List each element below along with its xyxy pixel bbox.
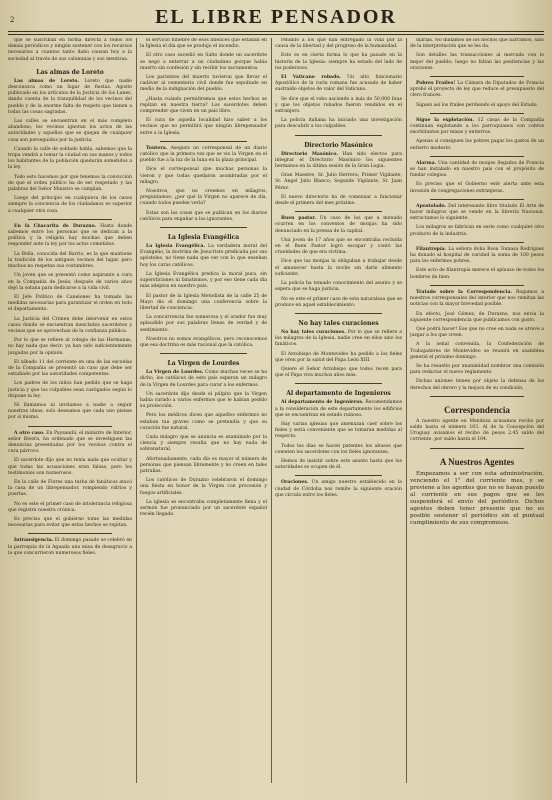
article-paragraph <box>140 500 267 519</box>
article-paragraph <box>275 173 402 192</box>
article-text: que se suscriban en forma directa a todos los demás periódicos y ningún sostener con los recursos necesarios a cuantos tanto daño causan hoy a la sociedad al través de sus calumnias y sus mentiras. <box>8 38 132 62</box>
article-text: Se ha resuelto por unanimidad nombrar una comisión para redactar el nuevo reglamento. <box>410 363 544 376</box>
article-text: Las calles se encuentran en el más completo abandono, los vecinos ignoran los actos de las autoridades y aquellos que se quejan de cualquier cosa son perseguidos por la justicia. <box>8 119 132 143</box>
article-text: Un caso de los que a menudo ocurren en los conventos de monjas ha sido denunciado en la prensa de la capital. <box>275 216 402 234</box>
divider <box>430 396 524 397</box>
article-paragraph <box>140 167 267 186</box>
article-text: Del interesante libro titulado El Arte de hacer milagros que se vende en la librería Nacional, extractamos lo siguiente. <box>410 203 544 222</box>
article-text: Los parientes del muerto tuvieron que llevar el cadáver al cementerio civil donde fue sepultado en medio de la indignación del pueblo. <box>140 75 267 93</box>
article-text: 12 casas de la Compañía continúan explotando a los parroquianos con cobros exorbitantes por misas y entierros. <box>410 117 544 136</box>
article-text: En la calle de Flores una turba de fanáticos atacó la casa de un librepensador, rompiendo vidrios y puertas. <box>8 479 132 498</box>
article-paragraph <box>140 211 267 223</box>
article-paragraph <box>140 97 267 116</box>
divider <box>295 383 382 384</box>
article-text: Apenas si consiguen los pobres pagar los gastos de un entierro modesto. <box>410 139 544 151</box>
divider <box>430 242 524 243</box>
article-text: Nosotros no somos evangélicos, pero reconocemos que esa doctrina es más racional que la católica. <box>140 336 267 348</box>
article-text: La concurrencia fue numerosa y el orador fue muy aplaudido por sus palabras llenas de verdad y de sentimiento. <box>140 315 267 333</box>
article-paragraph <box>8 119 132 144</box>
article-text: Dice que las monjas la obligaban a trabajar desde el amanecer hasta la noche sin darle alimento suficiente. <box>275 259 402 277</box>
article-text: La Iglesia Evangélica predica la moral pura, sin supersticiones ni fanatismos, y por eso tiene cada día más adeptos en nuestro país. <box>140 271 267 290</box>
newspaper-title: EL LIBRE PENSADOR <box>155 6 397 28</box>
article-paragraph <box>410 182 544 194</box>
article-text: Estas son las cosas que se publican en los diarios católicos para engañar a los ignorantes. <box>140 210 267 222</box>
article-lead: La Iglesia Evangélica. <box>146 244 206 250</box>
divider <box>295 313 382 314</box>
article-paragraph <box>410 290 544 309</box>
article-paragraph <box>8 317 132 336</box>
article-paragraph <box>8 502 132 514</box>
article-paragraph <box>410 139 544 151</box>
article-text: Como muchas veces se ha dicho, los católicos de este país esperan un milagro de la Virgen de Lourdes para curar a los enfermos. <box>140 370 267 388</box>
article-text: La Bella, conocida del Barrio, es la que mantiene la tradición de los antiguos vecinos del lugar, pero muchos no respetan sus costumbres. <box>8 251 132 270</box>
article-text: El domingo pasado se celebró en la parroquia de la Aguada una misa de desagravio a la que concurrieron numerosos fieles. <box>8 538 132 556</box>
article-lead: Sigue la explotación. <box>416 117 475 123</box>
article-paragraph <box>8 480 132 499</box>
article-paragraph <box>140 294 267 313</box>
article-text: El nuevo directorio ha de comenzar a funcionar desde el primero del mes próximo. <box>275 194 402 207</box>
article-paragraph <box>8 458 132 477</box>
article-text: Los padres de los niños han pedido que se haga justicia y que los culpables sean castigados según lo dispone la ley. <box>8 381 132 399</box>
article-text: Quiere el Señor Arzobispo que todos recen para que el Papa viva muchos años más. <box>275 366 402 379</box>
article-paragraph <box>410 161 544 180</box>
article-text: Hemos de insistir sobre este asunto hasta que las autoridades se ocupen de él. <box>275 458 402 471</box>
column-divider <box>271 38 272 783</box>
article-text: Luego del principio en cualquiera de los casos siempre la conciencia de los ciudadanos es superior a cualquier otra cosa. <box>8 196 132 214</box>
divider <box>430 113 524 114</box>
column-divider <box>136 38 137 783</box>
article-text: Cuando la calle de soldado habla, sabemos que la tropa vendrá a tomar la ciudad en sus manos y todos los habitantes de la población quedarán sometidos a la ley. <box>8 146 132 171</box>
article-paragraph <box>8 273 132 292</box>
article-paragraph <box>410 268 544 280</box>
article-lead: El Vaticano robado. <box>281 75 341 81</box>
article-paragraph <box>8 224 132 249</box>
article-text: Una cantidad de monjes llegados de Francia se han instalado en nuestro país con el propósito de fundar colegios. <box>410 160 544 179</box>
article-text: Este acto de filantropía merece el aplauso de todos los hombres de bien. <box>410 268 544 280</box>
article-lead: Directorio Masónico. <box>281 151 339 157</box>
article-paragraph <box>275 238 402 257</box>
article-text: En Paysandú, el ministro de Interior, señor Rivera, ha ordenado que se investiguen las denuncias presentadas por los vecinos contra el cura párroco. <box>8 430 132 455</box>
article-text: El pastor de la Iglesia Metodista de la calle 25 de Mayo dio el domingo una conferencia sobre la libertad de conciencia. <box>140 293 267 311</box>
article-paragraph <box>410 379 544 391</box>
article-paragraph <box>410 364 544 376</box>
article-heading: Directorio Masónico <box>304 141 373 149</box>
article-lead: En la Chacarita de Durazno. <box>14 223 97 229</box>
article-text: Hay varias iglesias que amenazan caer sobre los fieles y sería conveniente que se tomaran medidas al respecto. <box>275 421 402 440</box>
article-text: Qué podrá hacer! Ese que no cree en nada se atreve a juzgar a los que creen. <box>410 326 544 339</box>
article-text: Dichas uniones tienen por objeto la defensa de los derechos del obrero y la mejora de su condición. <box>410 379 544 391</box>
article-paragraph <box>8 295 132 314</box>
column-4 <box>410 38 544 788</box>
article-paragraph <box>410 247 544 266</box>
article-paragraph <box>8 538 132 557</box>
article-text: Rogamos a nuestros corresponsales del interior que nos remitan las noticias con la mayor brevedad posible. <box>410 289 544 308</box>
article-paragraph <box>8 196 132 215</box>
article-paragraph <box>140 435 267 454</box>
article-paragraph <box>275 281 402 293</box>
article-paragraph <box>8 79 132 116</box>
article-paragraph <box>140 315 267 334</box>
article-text: A la señal convenida, la Confederación de Trabajadores de Montevideo se reunirá en asamblea general el próximo domingo. <box>410 342 544 360</box>
article-text: Loreto que nadie desconozca como un lugar de fiestas. Agosto publicado en los artículos de la Justicia de los Lunes, dando cuenta de la tranquilidad de los vecinos del pueblo y de la enorme falta de respeto que tienen a todas las cosas sagradas. <box>8 78 132 115</box>
article-text: Han sido electos para integrar el Directorio Masónico los siguientes hermanos en la última sesión de la Gran Logia. <box>275 151 402 170</box>
article-paragraph <box>140 337 267 349</box>
article-paragraph <box>140 370 267 389</box>
article-text: La iglesia se encontraba completamente llena y el sermón fue pronunciado por un sacerdote español recién llegado. <box>140 499 267 518</box>
article-text: Son detalles las transacciones al mercado con lo mejor del pueblo; luego no faltan las penitencias y las oraciones. <box>410 53 544 71</box>
column-2 <box>140 38 267 788</box>
article-text: Afortunadamente, cada día es mayor el número de personas que piensan libremente y no creen en tales patrañas. <box>140 456 267 474</box>
article-text: Por lo que se refiere a los milagros de la Iglesia, nadie cree en ellos sino los fanáticos. <box>275 329 402 348</box>
article-paragraph <box>275 352 402 364</box>
article-paragraph <box>410 312 544 324</box>
divider <box>28 533 112 534</box>
divider <box>295 475 382 476</box>
article-text: Esto es en cierta forma lo que ha pasado en la historia de la Iglesia: siempre ha estado del lado de los poderosos. <box>275 53 402 71</box>
article-paragraph <box>275 444 402 456</box>
article-paragraph <box>8 175 132 194</box>
article-paragraph <box>410 38 544 50</box>
divider <box>160 353 247 354</box>
article-text: Los católicos de Durazno celebraron el domingo una fiesta en honor de la Virgen con procesión y fuegos artificiales. <box>140 478 267 496</box>
article-paragraph <box>275 480 402 499</box>
article-paragraph <box>140 244 267 269</box>
section-title-agentes: A Nuestros Agentes <box>439 456 515 467</box>
article-lead: Intransigencia. <box>14 538 54 544</box>
article-lead: La Virgen de Lourdes. <box>146 370 204 376</box>
column-divider <box>406 38 407 783</box>
article-paragraph <box>140 189 267 208</box>
article-paragraph <box>275 152 402 171</box>
article-paragraph <box>275 195 402 207</box>
article-paragraph <box>8 147 132 172</box>
article-heading: La Virgen de Lourdes <box>167 360 240 368</box>
article-text: La Cámara de Diputados de Francia aprobó el proyecto de ley que reduce el presupuesto del clero francés. <box>410 81 544 99</box>
article-text: El Arzobispo de Montevideo ha pedido a los fieles que oren por la salud del Papa León XIII. <box>275 351 402 363</box>
article-text: El otro caso sucedió en Salto donde un sacerdote se negó a enterrar a un ciudadano porque había muerto sin confesión y sin recibir los sacramentos. <box>140 53 267 71</box>
article-paragraph <box>275 38 402 50</box>
article-paragraph <box>8 38 132 63</box>
divider <box>430 76 524 77</box>
article-lead: Pobres Frailes! <box>416 81 456 87</box>
divider <box>160 141 247 142</box>
article-paragraph <box>275 459 402 471</box>
divider <box>430 285 524 286</box>
article-text: La Justicia del Crimen debe intervenir en estos casos donde se encuentran mezclados sacerdotes y vecinos que se aprovechan de la confianza pública. <box>8 316 132 334</box>
article-text: El Jefe Político de Canelones ha tomado las medidas necesarias para garantizar el orden en todo el departamento. <box>8 294 132 313</box>
article-text: El sacerdote dijo que no tenía nada que ocultar y que todas las acusaciones eran falsas, pero los testimonios son numerosos. <box>8 458 132 476</box>
article-text: Los milagros se fabrican en serie como cualquier otro producto de la industria. <box>410 225 544 237</box>
article-text: Ni llamamos ni invitamos a nadie a seguir nuestras ideas; solo deseamos que cada uno piense por sí mismo. <box>8 402 132 421</box>
article-heading: La Iglesia Evangélica <box>167 234 240 242</box>
article-paragraph <box>275 400 402 419</box>
article-paragraph <box>410 342 544 361</box>
article-paragraph <box>8 252 132 271</box>
article-paragraph <box>275 216 402 235</box>
article-heading: Las almas de Loreto <box>36 68 104 76</box>
agents-notice: Empezamos a ser con esta administración, venciendo el 1° del corriente mes, y se previene a los agentes que no se hayan puesto al corriente en sus pagos que se les suspenderá el envío del periódico. Dichos agentes deben tener presente que no es posible sostener el periódico sin el puntual cumplimiento de sus compromisos. <box>410 470 544 526</box>
article-heading: No hay tales curaciones <box>298 319 379 327</box>
article-paragraph <box>275 367 402 379</box>
article-text: La verdadera moral del Evangelio, la doctrina de Jesucristo predicada por sus apóstoles, no tiene nada que ver con lo que enseñan hoy los curas católicos. <box>140 244 267 268</box>
article-paragraph <box>140 75 267 94</box>
article-paragraph <box>275 118 402 130</box>
article-text: Cada milagro que se anuncia es examinado por la ciencia y siempre resulta que no hay nada de sobrenatural. <box>140 434 267 453</box>
article-paragraph <box>140 392 267 411</box>
divider <box>160 227 247 228</box>
article-text: Por lo que se refiere al colegio de las Hermanas, no hay nada que decir: ya han sido suficientemente juzgadas por la opinión. <box>8 338 132 356</box>
section-title-correspondencia: Correspondencia <box>444 404 510 415</box>
article-lead: Al departamento de Ingenieros. <box>281 400 364 406</box>
article-paragraph <box>140 118 267 137</box>
article-lead: Las almas de Loreto. <box>14 78 80 84</box>
article-text: ¿Hasta cuándo permitiremos que estos hechos se repitan en nuestra tierra? Los sacerdotes deben comprender que viven en un país libre. <box>140 96 267 115</box>
article-paragraph <box>8 517 132 529</box>
article-text: Se dice que el robo asciende a más de 50,000 liras y que los objetos robados fueron vendidos en el extranjero. <box>275 96 402 115</box>
article-text: Nosotros, que no creemos en milagros, preguntamos: ¿por qué la Virgen no aparece de día, cuando todos pueden verla? <box>140 189 267 207</box>
masthead-rule <box>8 31 544 32</box>
article-paragraph <box>140 413 267 432</box>
article-text: Asegura un corresponsal de un diario católico que la primera vez que se vio la Virgen en el pueblo fue a la luz de la luna en la plaza principal. <box>140 145 267 164</box>
article-text: Una joven de 17 años que se encontraba recluida en el Buen Pastor logró escapar y contó las crueldades de que era víctima. <box>275 237 402 256</box>
article-paragraph <box>8 431 132 456</box>
article-lead: Tratado sobre la Correspondencia. <box>416 289 513 295</box>
article-text: Es preciso que el gobierno tome las medidas necesarias para evitar que estos hechos se repitan. <box>8 517 132 529</box>
article-lead: Alarma. <box>416 160 437 166</box>
article-text: Dice el corresponsal que muchas personas la vieron y que todas quedaron asombradas por el milagro. <box>140 167 267 185</box>
article-lead: Tontera. <box>146 145 168 151</box>
article-paragraph <box>8 381 132 400</box>
article-paragraph <box>140 272 267 291</box>
article-paragraph <box>8 403 132 422</box>
article-text: Todos los días se hacen patentes los abusos que cometen los sacerdotes con los fieles ignorantes. <box>275 443 402 455</box>
masthead <box>0 4 552 30</box>
article-paragraph <box>410 81 544 100</box>
article-text: La policía ha tomado conocimiento del asunto y se espera que se haga justicia. <box>275 281 402 293</box>
article-text: Un alto funcionario Apostólico de la curia romana fue acusado de haber sustraído objetos de valor del Vaticano. <box>275 75 402 93</box>
article-text: Un amigo nuestro establecido en la ciudad de Córdoba nos remite la siguiente oración que circula entre los fieles. <box>275 480 402 498</box>
page-number: 2 <box>10 16 15 24</box>
column-4-body <box>410 38 544 392</box>
article-paragraph <box>275 297 402 309</box>
article-paragraph <box>275 259 402 278</box>
divider <box>430 199 524 200</box>
article-paragraph <box>275 330 402 349</box>
divider <box>295 211 382 212</box>
article-paragraph <box>275 97 402 116</box>
article-paragraph <box>410 103 544 109</box>
article-text: Es preciso que el Gobierno esté alerta ante esta invasión de congregaciones extranjeras. <box>410 182 544 194</box>
article-lead: Oraciones. <box>281 480 309 486</box>
article-text: En efecto, José Gómez, de Durazno, nos envía la siguiente correspondencia que publicamos con gusto. <box>410 311 544 323</box>
column-3 <box>275 38 402 788</box>
column-1 <box>8 38 132 788</box>
article-lead: Filantropía. <box>416 246 447 252</box>
article-paragraph <box>410 204 544 223</box>
article-text: Un joven que se presentó como aspirante a cura en la Compañía de Jesús, después de varios años dejó la sotana para dedicarse a la vida civil. <box>8 273 132 291</box>
article-text: Recomendamos a la consideración de este departamento los edificios que se encuentran en estado ruinoso. <box>275 400 402 418</box>
article-text: Todo esto hacemos por que tenemos la convicción de que el orden público ha de ser respetado y las palabras del Señor Ministro se cumplan. <box>8 174 132 193</box>
article-text: Pero los médicos dicen que aquellos enfermos no estaban tan graves como se pretendía y que su curación fue natural. <box>140 413 267 431</box>
divider <box>430 156 524 157</box>
article-paragraph <box>275 75 402 94</box>
article-paragraph <box>140 53 267 72</box>
article-text: Siguen así los frailes perdiendo el apoyo del Estado. <box>416 102 538 108</box>
article-text: No es este el primer caso de esta naturaleza que se produce en aquel establecimiento. <box>275 296 402 308</box>
article-lead: A otro caso. <box>14 430 45 436</box>
article-text: el servicio fúnebre de esos infelices que estaban en la Iglesia el día que se produjo el incendio. <box>140 38 267 50</box>
article-paragraph <box>8 360 132 379</box>
article-paragraph <box>140 38 267 50</box>
divider <box>28 426 112 427</box>
article-text: La señora doña Rosa Tomasa Rodríguez ha donado al hospital de caridad la suma de 100 pesos para los enfermos pobres. <box>410 246 544 265</box>
article-paragraph <box>275 422 402 441</box>
article-text: rendido a los que han entregado la vida por la causa de la libertad y del progreso de la humanidad. <box>275 38 402 50</box>
masthead-rule-2 <box>8 34 544 35</box>
article-paragraph <box>140 478 267 497</box>
divider <box>430 448 524 449</box>
article-paragraph <box>140 457 267 476</box>
article-text: Gran Maestre, Sr. Julio Herrera; Primer Vigilante, Sr. Ángel Julio Blanco; Segundo Vigilante, Sr. Juan Pérez. <box>275 173 402 191</box>
article-paragraph <box>410 327 544 339</box>
article-paragraph <box>140 146 267 165</box>
article-text: diarias. No dudamos de los hechos que narramos, sino de la interpretación que se les da. <box>410 38 544 50</box>
correspondence-text: A nuestro agente en Mendoza acusamos recibo por saldo hasta el número 163. Al de la Concepción del Uruguay avisamos el recibo de pesos 2.45 saldo del corriente, por saldo hasta el 104. <box>410 418 544 443</box>
article-paragraph <box>8 338 132 357</box>
article-lead: Apostolado. <box>416 203 447 209</box>
divider <box>28 219 112 220</box>
article-paragraph <box>410 225 544 237</box>
divider <box>295 135 382 136</box>
article-text: Hasta donde sabemos entre los personas que se dedican a la política y la religión hay muchas que deben responder ante la ley por los actos cometidos. <box>8 223 132 248</box>
article-lead: No hay tales curaciones. <box>281 329 346 335</box>
article-text: La policía italiana ha iniciado una investigación para descubrir a los culpables. <box>275 118 402 130</box>
article-heading: Al departamento de Ingenieros <box>286 390 391 398</box>
article-paragraph <box>410 53 544 72</box>
article-text: Un sacerdote dijo desde el púlpito que la Virgen había curado a varios enfermos que le habían pedido su protección. <box>140 391 267 410</box>
article-text: El cura de aquella localidad hizo saber a los vecinos que no permitirá que ningún librepensador entre a la Iglesia. <box>140 118 267 136</box>
article-text: No es este el primer caso de intolerancia religiosa que registra nuestra crónica. <box>8 501 132 513</box>
article-lead: Buen pastor. <box>281 216 316 222</box>
article-text: El sábado 11 del corriente en una de las escuelas de la Compañía se presentó un caso que debe ser estudiado por las autoridades competentes. <box>8 359 132 378</box>
article-paragraph <box>275 53 402 72</box>
article-paragraph <box>410 118 544 137</box>
